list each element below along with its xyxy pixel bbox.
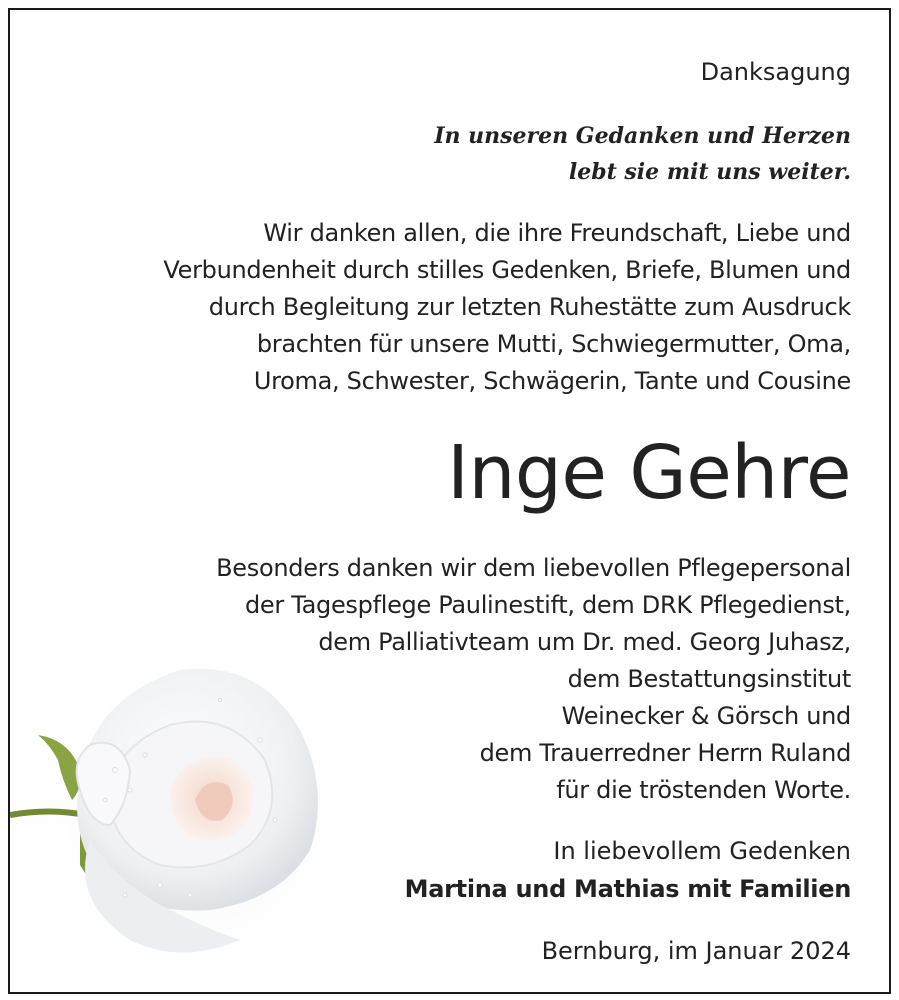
deceased-name: Inge Gehre bbox=[447, 430, 851, 516]
thanks-line: Wir danken allen, die ihre Freundschaft, Liebe und bbox=[263, 219, 851, 247]
special-thanks-line: Weinecker & Görsch und bbox=[561, 702, 851, 730]
family-signature: Martina und Mathias mit Familien bbox=[404, 875, 851, 903]
motto bbox=[434, 118, 851, 190]
special-thanks-line: Besonders danken wir dem liebevollen Pflegepersonal bbox=[216, 554, 851, 582]
obituary-notice bbox=[8, 8, 891, 994]
place-date: Bernburg, im Januar 2024 bbox=[541, 937, 851, 965]
motto-line: In unseren Gedanken und Herzen bbox=[434, 123, 851, 149]
thanks-line: brachten für unsere Mutti, Schwiegermutter, Oma, bbox=[256, 330, 851, 358]
thanks-line: durch Begleitung zur letzten Ruhestätte zum Ausdruck bbox=[208, 293, 851, 321]
notice-heading: Danksagung bbox=[700, 58, 851, 86]
thanks-line: Verbundenheit durch stilles Gedenken, Briefe, Blumen und bbox=[163, 256, 851, 284]
special-thanks-line: dem Palliativteam um Dr. med. Georg Juhasz, bbox=[318, 628, 851, 656]
special-thanks-line: dem Trauerredner Herrn Ruland bbox=[479, 739, 851, 767]
motto-line: lebt sie mit uns weiter. bbox=[568, 159, 851, 185]
thanks-line: Uroma, Schwester, Schwägerin, Tante und Cousine bbox=[253, 367, 851, 395]
memory-phrase: In liebevollem Gedenken bbox=[553, 837, 851, 865]
special-thanks-line: der Tagespflege Paulinestift, dem DRK Pflegedienst, bbox=[244, 591, 851, 619]
special-thanks-paragraph bbox=[216, 550, 851, 809]
thanks-paragraph bbox=[163, 215, 851, 400]
special-thanks-line: dem Bestattungsinstitut bbox=[567, 665, 851, 693]
special-thanks-line: für die tröstenden Worte. bbox=[556, 776, 851, 804]
